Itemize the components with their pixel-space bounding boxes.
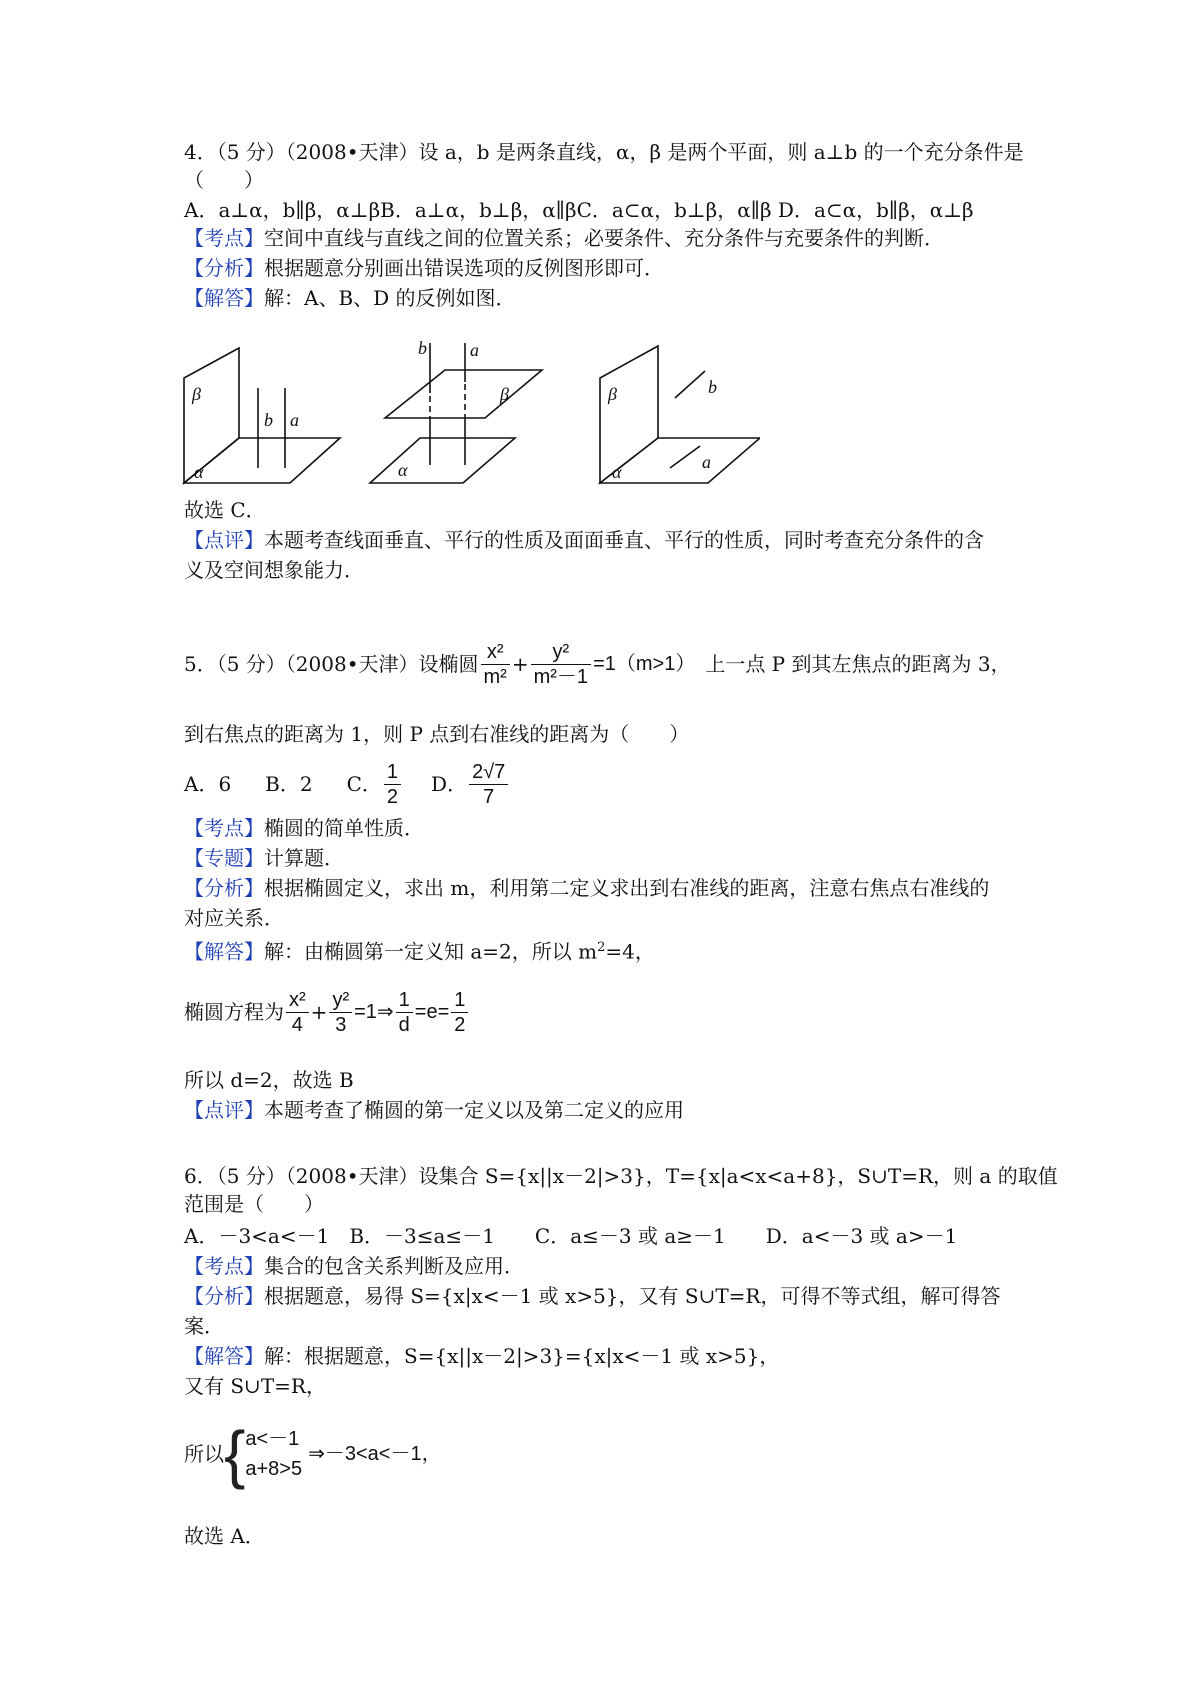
sys-row-2: a+8>5	[245, 1458, 303, 1480]
jieda-tag: 【解答】	[184, 1344, 264, 1368]
q5-eq2	[184, 982, 470, 1042]
fig2-b-label: b	[418, 338, 427, 358]
q5-stem-line1	[184, 636, 1011, 692]
denominator: 7	[483, 785, 495, 808]
q4-stem-line2: （ ）	[184, 168, 264, 192]
eq2-x-fraction	[286, 988, 309, 1037]
kaodian-text: 椭圆的简单性质．	[264, 816, 424, 840]
numerator: y²	[329, 988, 352, 1013]
q6-fenxi-line2: 案．	[184, 1314, 224, 1338]
q4-stem-line1: 4．（5 分）（2008•天津）设 a，b 是两条直线，α，β 是两个平面，则 a⊥b 的一个充分条件是	[184, 140, 1024, 164]
q5-stem-suffix: 上一点 P 到其左焦点的距离为 3，	[705, 652, 1011, 676]
dianping-text: 本题考查线面垂直、平行的性质及面面垂直、平行的性质，同时考查充分条件的含	[264, 528, 984, 552]
q5-fenxi	[184, 874, 989, 902]
q4-figures	[180, 338, 760, 488]
fenxi-tag: 【分析】	[184, 876, 264, 900]
eq2-plus: +	[310, 1000, 328, 1024]
kaodian-tag: 【考点】	[184, 816, 264, 840]
inequality-system	[224, 1418, 303, 1490]
q5-fenxi-line2: 对应关系．	[184, 906, 284, 930]
fenxi-tag: 【分析】	[184, 1284, 264, 1308]
kaodian-tag: 【考点】	[184, 1254, 264, 1278]
eq2-half-fraction	[451, 988, 468, 1037]
denominator: 2	[454, 1013, 466, 1036]
q5-options	[184, 756, 510, 812]
denominator: m²	[483, 665, 507, 688]
q5-opt-d-fraction	[469, 760, 508, 809]
fig2-alpha-label: α	[398, 460, 408, 480]
sys-result: ⇒－3<a<－1，	[308, 1443, 442, 1465]
denominator: d	[398, 1013, 410, 1036]
jieda-tag: 【解答】	[184, 286, 264, 310]
q5-eq-x-fraction	[481, 640, 510, 689]
system-rows	[245, 1424, 302, 1484]
q5-opt-c-fraction	[384, 760, 401, 809]
figure-1	[184, 348, 340, 483]
fenxi-text: 根据题意分别画出错误选项的反例图形即可．	[264, 256, 664, 280]
fenxi-tag: 【分析】	[184, 256, 264, 280]
numerator: 1	[451, 988, 468, 1013]
fig3-alpha-label: α	[612, 462, 622, 482]
eq2-y-fraction	[329, 988, 352, 1037]
q5-eq-y-fraction	[531, 640, 591, 689]
q4-conclusion: 故选 C．	[184, 498, 266, 522]
q5-eq-plus: +	[511, 652, 529, 676]
q6-conclusion: 故选 A．	[184, 1524, 265, 1548]
q4-dianping-line2: 义及空间想象能力．	[184, 558, 364, 582]
q5-kaodian	[184, 814, 424, 842]
jieda-text-a: 解：由椭圆第一定义知 a=2，所以 m	[264, 939, 598, 964]
q5-zhuanti	[184, 844, 344, 872]
numerator: 1	[384, 760, 401, 785]
q6-options: A．－3<a<－1 B．－3≤a≤－1 C．a≤－3 或 a≥－1 D．a<－3 或 a>－1	[184, 1224, 958, 1248]
jieda-tag: 【解答】	[184, 939, 264, 964]
dianping-tag: 【点评】	[184, 1098, 264, 1122]
q5-stem-prefix: 5．（5 分）（2008•天津）设椭圆	[184, 652, 479, 676]
eq2-d-fraction	[396, 988, 413, 1037]
q5-opt-b: B．2	[265, 772, 313, 796]
sys-prefix: 所以	[184, 1442, 224, 1466]
q5-stem-line2: 到右焦点的距离为 1，则 P 点到右准线的距离为（ ）	[184, 722, 690, 746]
q6-stem-line2: 范围是（ ）	[184, 1192, 324, 1216]
q6-kaodian	[184, 1252, 524, 1280]
fig1-beta-label: β	[192, 384, 201, 404]
denominator: 3	[335, 1013, 347, 1036]
fig3-a-label: a	[702, 452, 711, 472]
q5-opt-d-prefix: D．	[431, 772, 468, 796]
eq2-prefix: 椭圆方程为	[184, 1000, 284, 1024]
figure-2	[370, 343, 542, 483]
denominator: 2	[386, 785, 399, 808]
sys-row-1: a<－1	[245, 1428, 300, 1450]
q4-fenxi	[184, 254, 664, 282]
q5-opt-c-prefix: C．	[346, 772, 382, 796]
zhuanti-text: 计算题．	[264, 846, 344, 870]
q5-jieda	[184, 934, 655, 966]
fenxi-text: 根据题意，易得 S={x|x<－1 或 x>5}，又有 S∪T=R，可得不等式组，解可得答	[264, 1284, 1001, 1308]
q6-stem-line1: 6．（5 分）（2008•天津）设集合 S={x||x－2|>3}，T={x|a<x<a+8}，S∪T=R，则 a 的取值	[184, 1164, 1058, 1188]
fig3-beta-label: β	[608, 384, 617, 404]
fig1-a-label: a	[290, 410, 299, 430]
kaodian-tag: 【考点】	[184, 226, 264, 250]
kaodian-text: 空间中直线与直线之间的位置关系；必要条件、充分条件与充要条件的判断．	[264, 226, 944, 250]
q4-dianping	[184, 526, 984, 554]
denominator: m²－1	[533, 665, 589, 688]
q4-options: A．a⊥α，b∥β，α⊥βB．a⊥α，b⊥β，α∥βC．a⊂α，b⊥β，α∥β D．a⊂α，b∥β，α⊥β	[184, 198, 974, 222]
numerator: 2√7	[469, 760, 508, 785]
zhuanti-tag: 【专题】	[184, 846, 264, 870]
q5-conclusion: 所以 d=2，故选 B	[184, 1068, 354, 1092]
fig1-b-label: b	[264, 410, 273, 430]
numerator: 1	[396, 988, 413, 1013]
dianping-tag: 【点评】	[184, 528, 264, 552]
numerator: x²	[481, 640, 510, 665]
eq2-e: =e=	[414, 1001, 450, 1023]
q5-opt-a: A．6	[184, 772, 232, 796]
jieda-text: 解：根据题意，S={x||x－2|>3}={x|x<－1 或 x>5}，	[264, 1344, 780, 1368]
q5-eq-rhs: =1（m>1）	[593, 653, 696, 675]
numerator: x²	[286, 988, 309, 1013]
q6-jieda	[184, 1342, 779, 1370]
jieda-text: 解：A、B、D 的反例如图．	[264, 286, 516, 310]
q4-jieda	[184, 284, 516, 312]
q6-system	[184, 1416, 442, 1492]
fenxi-text: 根据椭圆定义，求出 m，利用第二定义求出到右准线的距离，注意右焦点右准线的	[264, 876, 990, 900]
figure-3	[600, 346, 760, 483]
left-brace-icon: {	[224, 1418, 246, 1490]
dianping-text: 本题考查了椭圆的第一定义以及第二定义的应用	[264, 1098, 684, 1122]
q5-dianping	[184, 1096, 684, 1124]
fig2-a-label: a	[470, 340, 479, 360]
q6-line-and: 又有 S∪T=R，	[184, 1374, 326, 1398]
kaodian-text: 集合的包含关系判断及应用．	[264, 1254, 524, 1278]
jieda-text-b: =4，	[605, 939, 655, 964]
q6-fenxi	[184, 1282, 1001, 1310]
fig1-alpha-label: α	[194, 462, 204, 482]
denominator: 4	[291, 1013, 303, 1036]
numerator: y²	[531, 640, 591, 665]
fig2-beta-label: β	[500, 384, 509, 404]
q4-kaodian	[184, 224, 944, 252]
jieda-sup: 2	[597, 940, 606, 955]
eq2-mid: =1⇒	[354, 1001, 394, 1023]
fig3-b-label: b	[708, 377, 717, 397]
